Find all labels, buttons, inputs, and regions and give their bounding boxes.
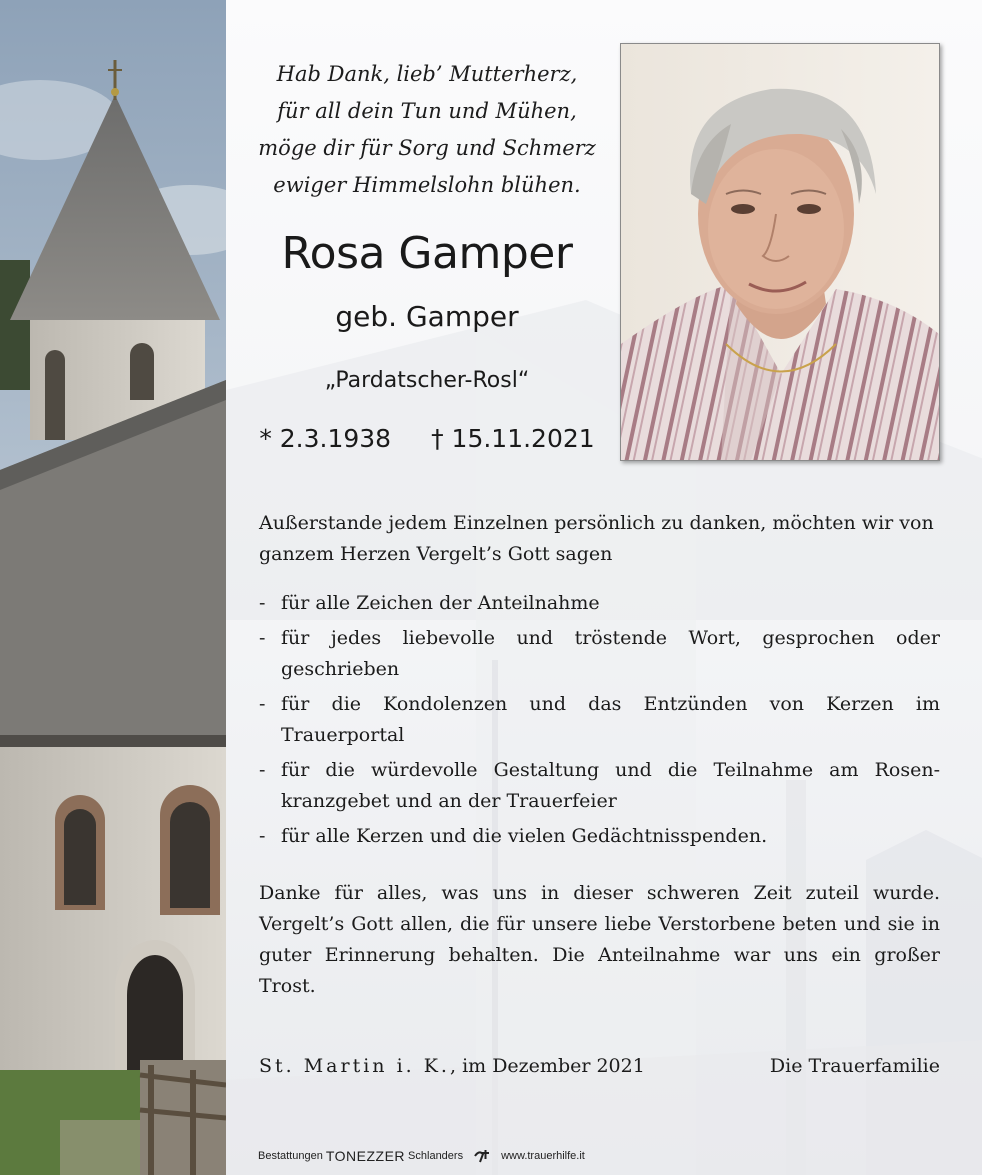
list-item	[259, 588, 940, 619]
signoff	[259, 1055, 940, 1087]
list-marker: -	[259, 627, 266, 649]
birth-date: * 2.3.1938	[259, 424, 392, 453]
funeral-home-brand: TONEZZER	[325, 1148, 406, 1164]
life-dates	[232, 424, 622, 453]
list-item-text: für die würdevolle Gestaltung und die Teilnahme am Rosenkranzgebet und an der Trauerfeier	[281, 759, 940, 812]
funeral-home-footer	[258, 1146, 958, 1166]
death-date: † 15.11.2021	[431, 424, 595, 453]
list-item-text: für alle Kerzen und die vielen Gedächtnisspenden.	[281, 825, 768, 847]
family-signature: Die Trauerfamilie	[769, 1055, 940, 1077]
list-marker: -	[259, 693, 266, 715]
church-photo	[0, 0, 226, 1175]
list-marker: -	[259, 825, 266, 847]
poem	[252, 56, 602, 204]
list-item	[259, 755, 940, 817]
list-marker: -	[259, 592, 266, 614]
poem-line: Hab Dank, lieb’ Mutterherz,	[276, 62, 578, 86]
deceased-name: Rosa Gamper	[281, 228, 573, 279]
list-item-text: für die Kondolenzen und das Entzünden von Kerzen im Trauerportal	[281, 693, 940, 746]
portrait-image	[621, 44, 939, 460]
birth-name: geb. Gamper	[335, 300, 519, 333]
trauerhilfe-logo-icon	[473, 1149, 491, 1163]
poem-line: ewiger Himmelslohn blühen.	[273, 173, 581, 197]
list-item	[259, 623, 940, 685]
thanks-list	[259, 588, 940, 852]
closing-paragraph: Danke für alles, was uns in dieser schweren Zeit zuteil wurde. Vergelt’s Gott allen, die für unsere liebe Verstorbene beten und sie in guter Erinnerung behalten. Die Anteilnahme war uns ein großer Trost.	[259, 882, 940, 997]
poem-line: für all dein Tun und Mühen,	[277, 99, 577, 123]
list-item	[259, 821, 940, 852]
list-item	[259, 689, 940, 751]
intro-paragraph: Außerstande jedem Einzelnen persönlich zu danken, möchten wir von ganzem Herzen Vergelt’s Gott sagen	[259, 512, 934, 565]
footer-prefix: Bestattungen	[258, 1150, 323, 1162]
poem-line: möge dir für Sorg und Schmerz	[258, 136, 596, 160]
footer-city: Schlanders	[408, 1150, 464, 1162]
thank-you-text	[259, 508, 940, 1002]
list-item-text: für jedes liebevolle und tröstende Wort, gesprochen oder geschrieben	[281, 627, 940, 680]
date: , im Dezember 2021	[449, 1055, 645, 1077]
footer-website: www.trauerhilfe.it	[501, 1150, 585, 1162]
place-and-date	[259, 1055, 645, 1077]
list-item-text: für alle Zeichen der Anteilnahme	[281, 592, 600, 614]
place: St. Martin i. K.	[259, 1055, 450, 1077]
portrait-photo	[620, 43, 940, 461]
list-marker: -	[259, 759, 266, 781]
nickname: „Pardatscher-Rosl“	[324, 368, 530, 393]
